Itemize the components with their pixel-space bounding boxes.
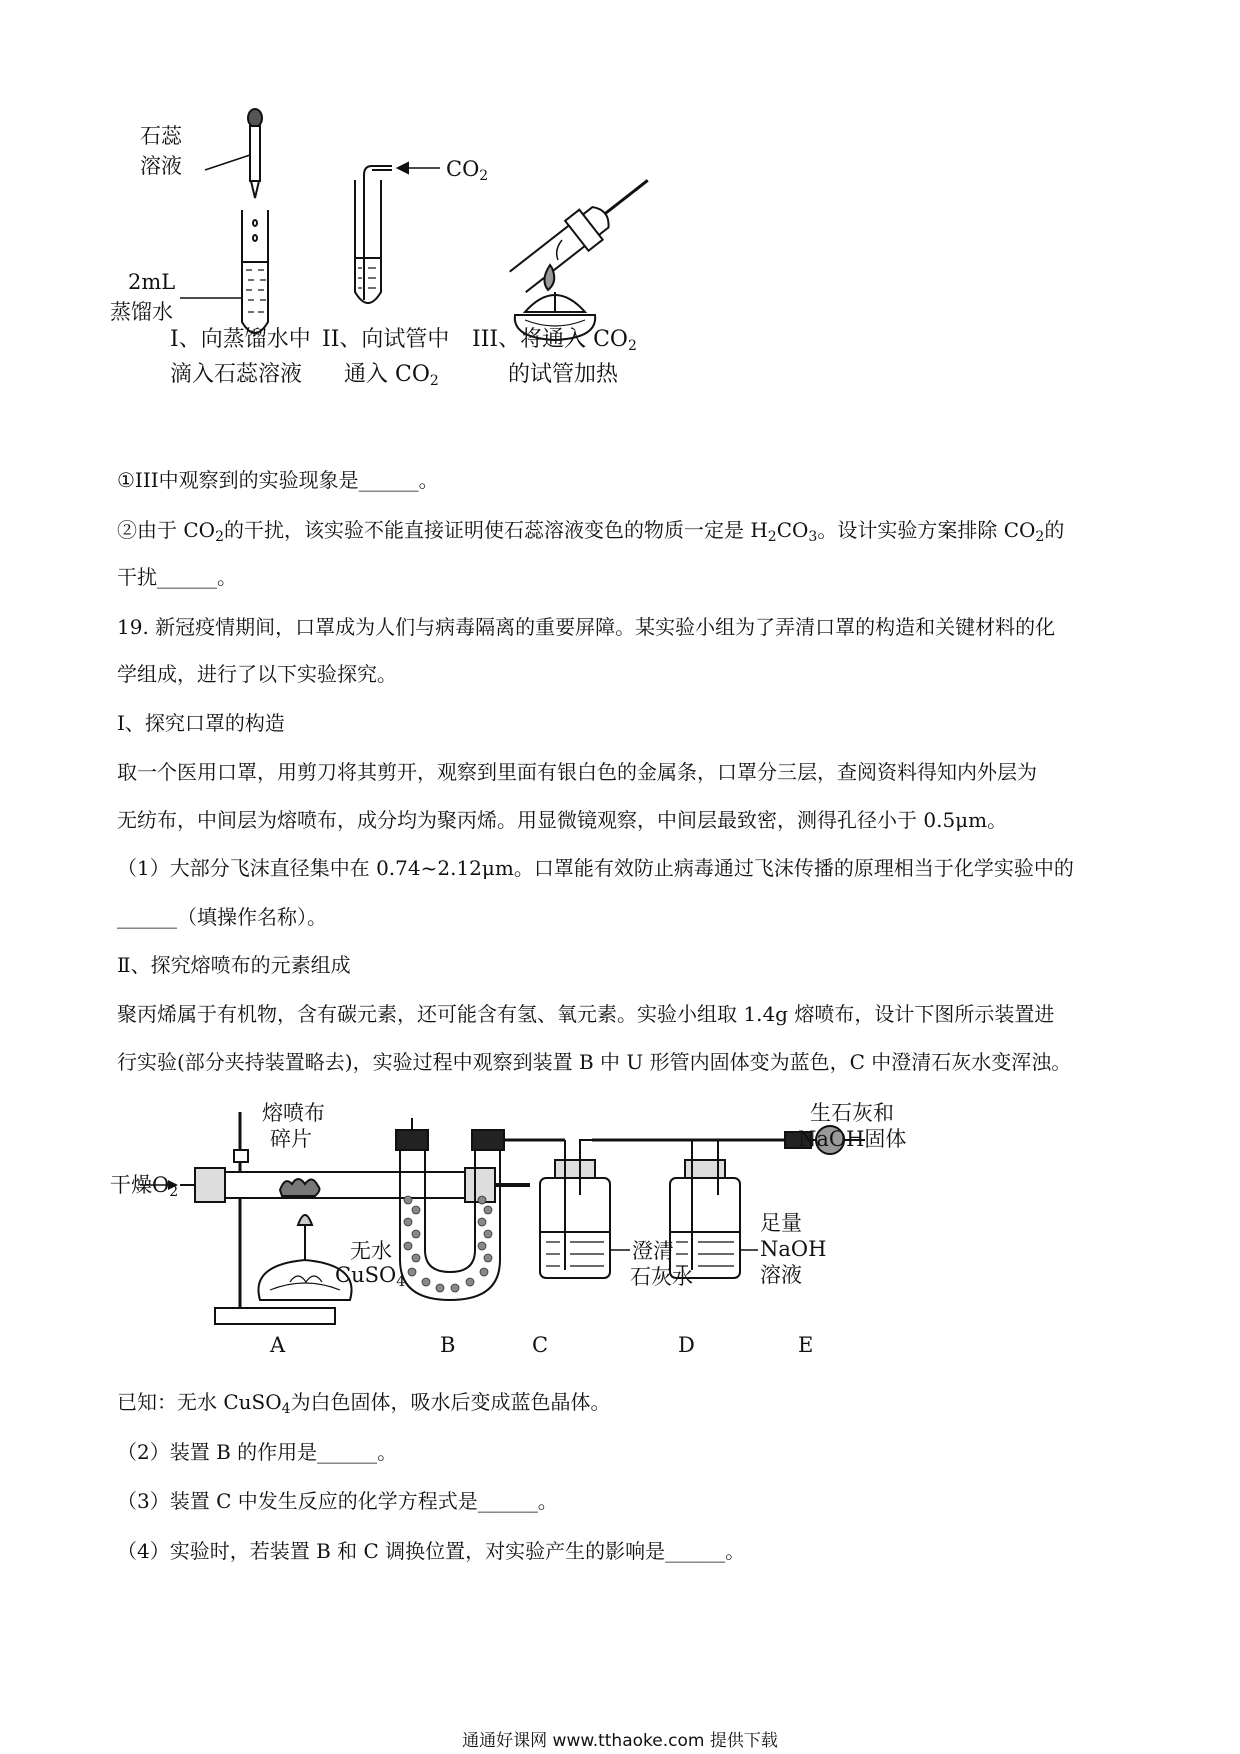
q19-question2: （2）装置 B 的作用是______。 <box>117 1440 398 1464</box>
label-litmus-line2: 溶液 <box>140 154 182 178</box>
caption-1-line1: I、向蒸馏水中 <box>170 327 311 352</box>
caption-3-line1: III、将通入 $CO_2$ <box>472 327 637 354</box>
q19-intro-line2: 学组成，进行了以下实验探究。 <box>117 662 397 686</box>
q19-intro-line1: 19. 新冠疫情期间，口罩成为人们与病毒隔离的重要屏障。某实验小组为了弄清口罩的构造和关键材料的化 <box>117 615 1056 639</box>
caption-2-line1: II、向试管中 <box>322 327 450 352</box>
figure-meltblown-apparatus <box>110 1100 960 1360</box>
label-water-line2: 蒸馏水 <box>110 300 173 324</box>
label-naoh-line2: NaOH <box>760 1237 827 1261</box>
q19-section1-heading: Ⅰ、探究口罩的构造 <box>117 711 285 735</box>
q18-part1: ①III中观察到的实验现象是______。 <box>117 468 439 492</box>
label-limewater-line1: 澄清 <box>632 1239 674 1263</box>
q19-question1-line2: ______（填操作名称）。 <box>117 905 327 929</box>
caption-3-line2: 的试管加热 <box>508 362 619 387</box>
q19-known-info: 已知：无水 CuSO$_4$为白色固体，吸水后变成蓝色晶体。 <box>117 1390 611 1417</box>
letter-e: E <box>798 1333 814 1357</box>
q19-section2-line1: 聚丙烯属于有机物，含有碳元素，还可能含有氢、氧元素。实验小组取 1.4g 熔喷布，设计下图所示装置进 <box>117 1002 1055 1026</box>
label-meltblown-line2: 碎片 <box>270 1127 312 1151</box>
label-anhydrous-line2: CuSO$_4$ <box>335 1263 406 1290</box>
figure-litmus-experiment <box>110 100 710 430</box>
caption-2-line2: 通入 $CO_2$ <box>344 362 439 389</box>
label-quicklime-line2: NaOH固体 <box>798 1127 907 1151</box>
q19-question1-line1: （1）大部分飞沫直径集中在 0.74~2.12μm。口罩能有效防止病毒通过飞沫传播的原理相当于化学实验中的 <box>117 856 1074 880</box>
label-litmus-line1: 石蕊 <box>140 124 182 148</box>
q19-question3: （3）装置 C 中发生反应的化学方程式是______。 <box>117 1489 558 1513</box>
q19-section2-line2: 行实验(部分夹持装置略去)，实验过程中观察到装置 B 中 U 形管内固体变为蓝色，C 中澄清石灰水变浑浊。 <box>117 1050 1072 1074</box>
label-limewater-line2: 石灰水 <box>630 1265 693 1289</box>
label-quicklime-line1: 生石灰和 <box>810 1101 894 1125</box>
caption-1-line2: 滴入石蕊溶液 <box>170 362 303 387</box>
label-water-line1: 2mL <box>128 270 176 294</box>
letter-c: C <box>532 1333 549 1357</box>
label-co2-arrow: $CO_2$ <box>446 157 489 184</box>
page-footer: 通通好课网 www.tthaoke.com 提供下载 <box>462 1731 778 1751</box>
label-dry-o2: 干燥$O_2$ <box>110 1173 179 1200</box>
letter-b: B <box>440 1333 456 1357</box>
letter-a: A <box>270 1333 286 1357</box>
q19-section1-line2: 无纺布，中间层为熔喷布，成分均为聚丙烯。用显微镜观察，中间层最致密，测得孔径小于 0.5μm。 <box>117 808 1008 832</box>
label-naoh-line3: 溶液 <box>760 1263 802 1287</box>
label-anhydrous-line1: 无水 <box>350 1239 392 1263</box>
q18-part2-cont: 干扰______。 <box>117 565 237 589</box>
q18-part2: ②由于 $CO_2$的干扰，该实验不能直接证明使石蕊溶液变色的物质一定是 $H_2CO_3$。设计实验方案排除 $CO_2$的 <box>117 518 1065 545</box>
q19-section1-line1: 取一个医用口罩，用剪刀将其剪开，观察到里面有银白色的金属条，口罩分三层，查阅资料得知内外层为 <box>117 760 1037 784</box>
label-meltblown-line1: 熔喷布 <box>262 1101 325 1125</box>
q19-section2-heading: Ⅱ、探究熔喷布的元素组成 <box>117 953 351 977</box>
letter-d: D <box>678 1333 695 1357</box>
label-naoh-line1: 足量 <box>760 1211 802 1235</box>
q19-question4: （4）实验时，若装置 B 和 C 调换位置，对实验产生的影响是______。 <box>117 1539 746 1563</box>
